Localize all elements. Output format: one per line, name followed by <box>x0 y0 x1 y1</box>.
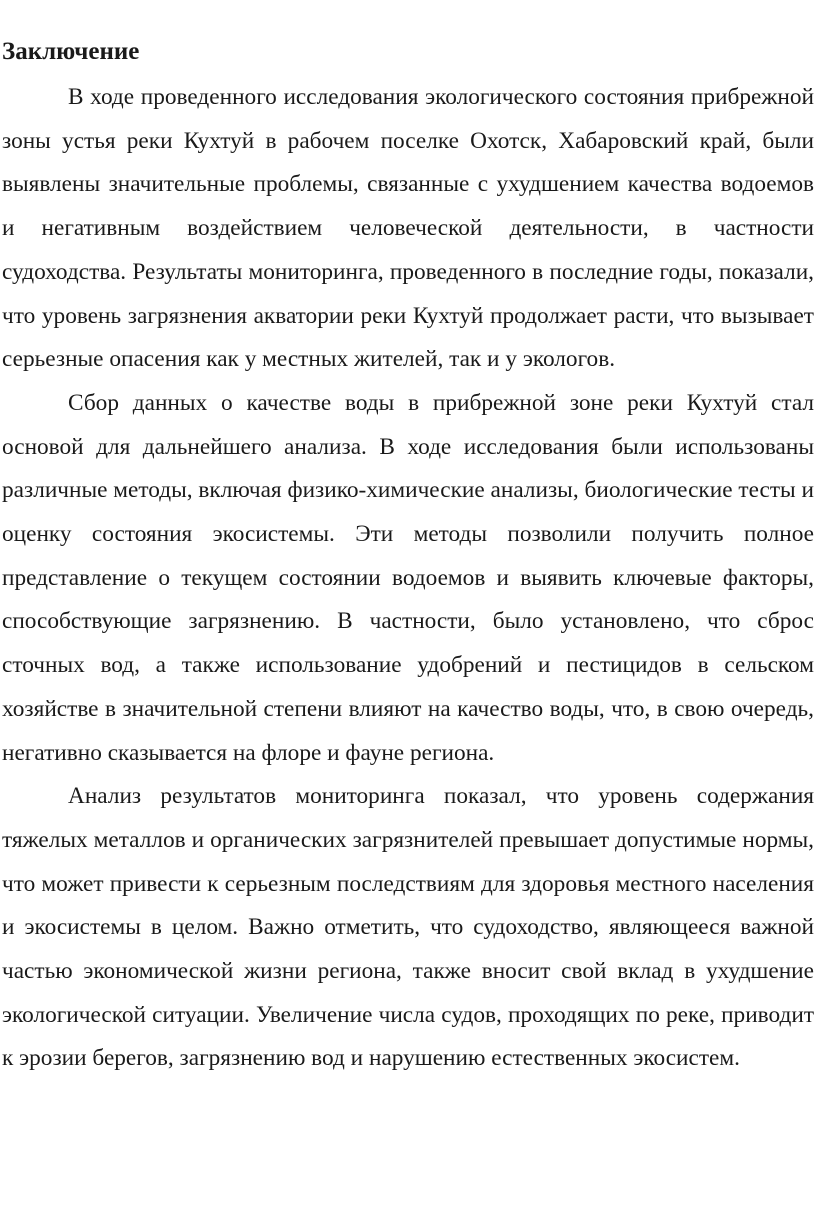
section-heading: Заключение <box>2 38 140 65</box>
paragraph-3: Анализ результатов мониторинга показал, что уровень содержания тяжелых металлов и органических загрязнителей превышает допустимые нормы, что может привести к серьезным последствиям для здоровья местного населения и экосистемы в целом. Важно отметить, что судоходство, являющееся важной частью экономической жизни региона, также вносит свой вклад в ухудшение экологической ситуации. Увеличение числа судов, проходящих по реке, приводит к эрозии берегов, загрязнению вод и нарушению естественных экосистем. <box>2 783 814 1072</box>
paragraph-2: Сбор данных о качестве воды в прибрежной зоне реки Кухтуй стал основой для дальнейшего анализа. В ходе исследования были использованы различные методы, включая физико-химические анализы, биологические тесты и оценку состояния экосистемы. Эти методы позволили получить полное представление о текущем состоянии водоемов и выявить ключевые факторы, способствующие загрязнению. В частности, было установлено, что сброс сточных вод, а также использование удобрений и пестицидов в сельском хозяйстве в значительной степени влияют на качество воды, что, в свою очередь, негативно сказывается на флоре и фауне региона. <box>2 389 814 766</box>
paragraph-1: В ходе проведенного исследования экологического состояния прибрежной зоны устья реки Кухтуй в рабочем поселке Охотск, Хабаровский край, были выявлены значительные проблемы, связанные с ухудшением качества водоемов и негативным воздействием человеческой деятельности, в частности судоходства. Результаты мониторинга, проведенного в последние годы, показали, что уровень загрязнения акватории реки Кухтуй продолжает расти, что вызывает серьезные опасения как у местных жителей, так и у экологов. <box>2 84 814 373</box>
